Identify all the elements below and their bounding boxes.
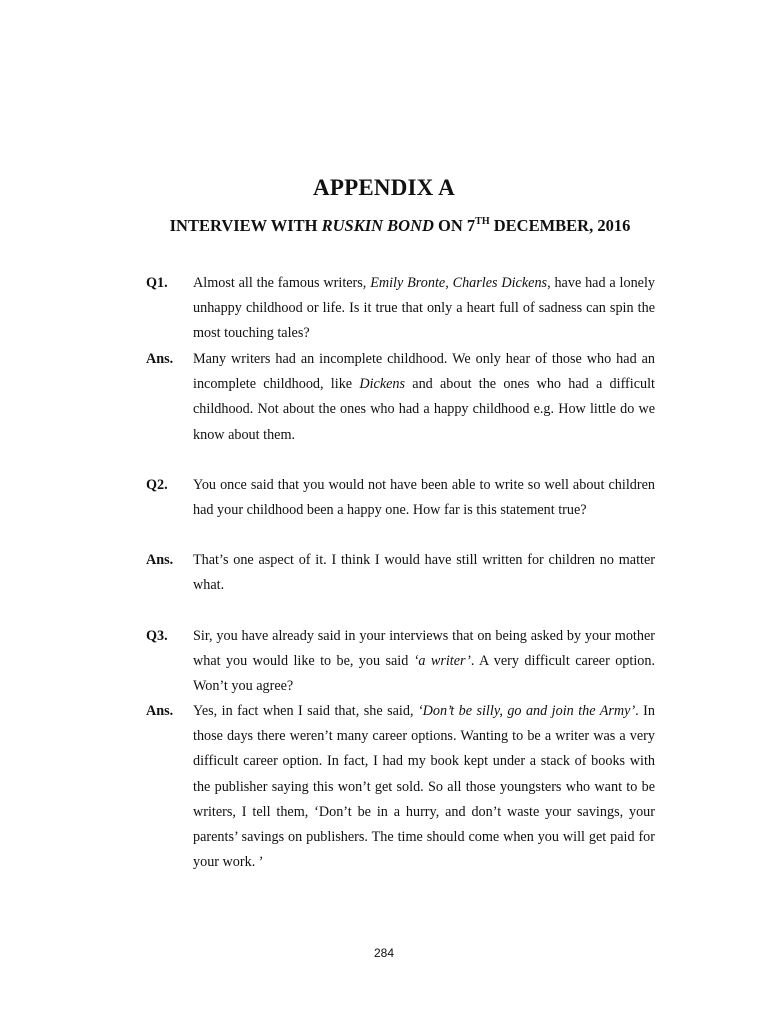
question-block-3 xyxy=(146,624,655,700)
page-title: APPENDIX A xyxy=(313,175,455,200)
subtitle-part-3: DECEMBER, 2016 xyxy=(489,216,631,235)
answer-block-1 xyxy=(146,347,655,448)
text-segment: Yes, in fact when I said that, she said, xyxy=(193,703,418,719)
italic-text-segment: Dickens xyxy=(359,376,406,393)
answer-block-3 xyxy=(146,699,655,875)
text-segment: You once said that you would not have been able to write so well about children had your childhood been a happy one. How far is this statement true? xyxy=(193,477,655,519)
page-number: 284 xyxy=(373,946,395,960)
answer-label: Ans. xyxy=(146,351,174,367)
question-text xyxy=(193,624,655,700)
subtitle-part-1: INTERVIEW WITH xyxy=(169,216,322,235)
question-block-2 xyxy=(146,473,655,523)
subtitle-superscript: TH xyxy=(475,216,490,227)
subtitle-part-2: ON 7 xyxy=(433,216,476,235)
italic-text-segment: ‘Don’t be silly, go and join the Army’ xyxy=(417,703,636,719)
text-segment: Many writers had an incomplete childhood. We only hear of those who had an incomplete childhood, like xyxy=(193,351,655,393)
text-segment: Almost all the famous writers, xyxy=(193,275,371,291)
subtitle-name: RUSKIN BOND xyxy=(321,216,434,235)
answer-text xyxy=(193,699,655,875)
text-segment: . A very difficult career option. Won’t you agree? xyxy=(193,653,656,695)
answer-text xyxy=(193,347,655,448)
answer-text xyxy=(193,548,655,598)
question-text xyxy=(193,473,655,523)
question-label: Q3. xyxy=(146,628,168,644)
answer-label: Ans. xyxy=(146,703,174,719)
italic-text-segment: Emily Bronte, Charles Dickens xyxy=(370,275,548,291)
text-segment: That’s one aspect of it. I think I would have still written for children no matter what. xyxy=(193,552,655,594)
answer-label: Ans. xyxy=(146,552,174,568)
italic-text-segment: ‘a writer’ xyxy=(413,653,471,670)
question-block-1 xyxy=(146,271,655,347)
question-label: Q1. xyxy=(146,275,168,291)
text-segment: Sir, you have already said in your interviews that on being asked by your mother what you would like to be, you said xyxy=(193,628,655,670)
answer-block-2 xyxy=(146,548,655,598)
text-segment: . In those days there weren’t many career options. Wanting to be a writer was a very difficult career option. In fact, I had my book kept under a stack of books with the publisher saying this won’t get sold. So all those youngsters who want to be writers, I tell them, ‘Don’t be in a hurry, and don’t waste your savings, your parents’ savings on publishers. The time should come when you will get paid for your work. ’ xyxy=(193,703,655,871)
question-label: Q2. xyxy=(146,477,168,493)
text-segment: , have had a lonely unhappy childhood or life. Is it true that only a heart full of sadness can spin the most touching tales? xyxy=(193,275,655,342)
question-text xyxy=(193,271,655,347)
text-segment: and about the ones who had a difficult childhood. Not about the ones who had a happy childhood e.g. How little do we know about them. xyxy=(193,376,655,443)
page-subtitle xyxy=(0,216,768,236)
